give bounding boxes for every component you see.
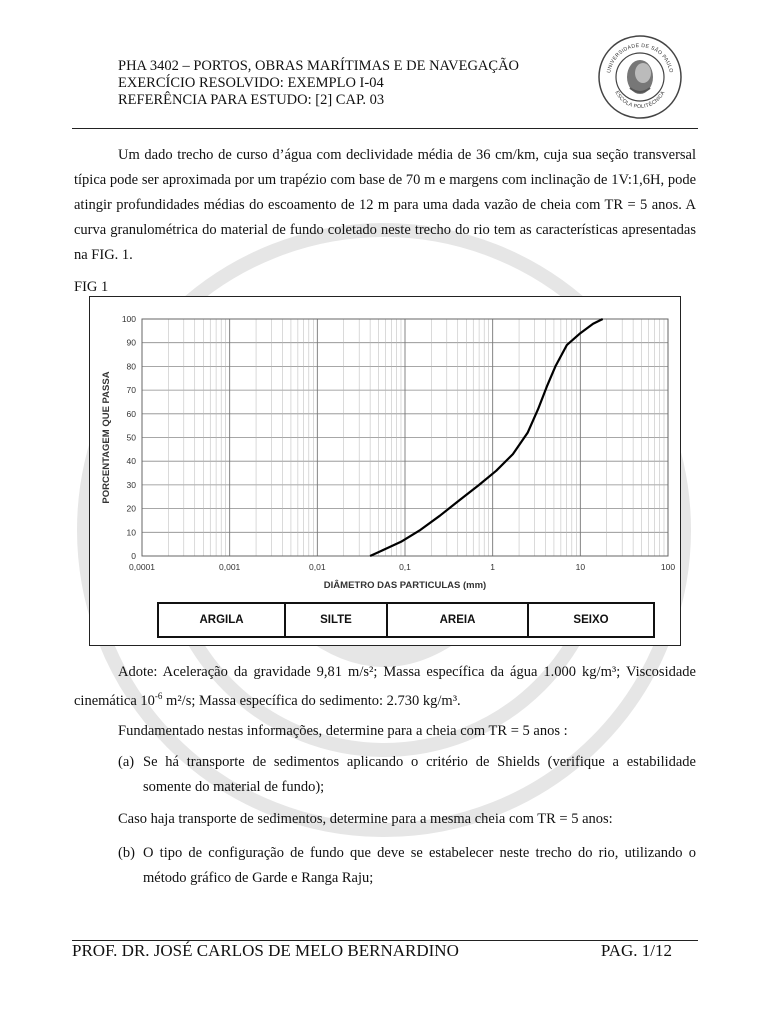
item-b-text: O tipo de configuração de fundo que deve se estabelecer neste trecho do rio, utilizando o método gráfico de Garde e Ranga Raju; [143, 845, 696, 886]
fundamentado-text: Fundamentado nestas informações, determine para a cheia com TR = 5 anos : [118, 723, 568, 739]
y-tick-label: 0 [131, 551, 136, 561]
item-b [118, 841, 696, 891]
class-areia: AREIA [388, 604, 529, 636]
caso-text: Caso haja transporte de sedimentos, determine para a mesma cheia com TR = 5 anos: [118, 811, 613, 827]
item-a-text: Se há transporte de sedimentos aplicando o critério de Shields (verifique a estabilidade somente do material de fundo); [143, 754, 696, 795]
page-footer [72, 941, 672, 961]
item-a-label: (a) [118, 754, 135, 770]
class-seixo: SEIXO [573, 614, 609, 626]
x-tick-label: 1 [490, 562, 496, 572]
y-tick-label: 40 [126, 456, 136, 467]
x-tick-label: 0,001 [219, 562, 241, 572]
y-tick-label: 70 [126, 385, 136, 396]
soil-class-bar [157, 602, 655, 638]
x-tick-label: 10 [575, 562, 586, 572]
x-tick-label: 0,0001 [129, 562, 155, 572]
page-number: PAG. 1/12 [600, 941, 672, 960]
y-axis-label: PORCENTAGEM QUE PASSA [101, 371, 112, 504]
footer-author: PROF. DR. JOSÉ CARLOS DE MELO BERNARDINO [72, 941, 459, 960]
x-tick-label: 0,1 [399, 562, 411, 572]
y-tick-label: 10 [126, 527, 136, 538]
item-b-label: (b) [118, 845, 135, 861]
exercise-title: EXERCÍCIO RESOLVIDO: EXEMPLO I-04 [118, 75, 384, 91]
y-tick-label: 30 [126, 479, 136, 490]
course-title: PHA 3402 – PORTOS, OBRAS MARÍTIMAS E DE NAVEGAÇÃO [118, 58, 520, 74]
adote-line1: Adote: Aceleração da gravidade 9,81 m/s²; Massa específica da água 1.000 kg/m³; [118, 664, 621, 680]
y-tick-label: 90 [126, 337, 136, 348]
figure-label: FIG 1 [74, 279, 109, 295]
x-tick-label: 100 [660, 562, 676, 572]
logo-text-bottom: ESCOLA POLITÉCNICA [613, 90, 667, 111]
adote-line2b: m²/s; Massa específica do sedimento: 2.730 kg/m³. [162, 692, 461, 709]
chart-plot [90, 297, 680, 597]
university-logo [597, 34, 683, 120]
class-silte: SILTE [286, 604, 388, 636]
adote-line2a: Viscosidade cinemática 10 [74, 664, 696, 709]
y-tick-label: 50 [126, 432, 136, 443]
class-argila: ARGILA [159, 604, 286, 636]
document-header [118, 58, 588, 109]
logo-text-top: UNIVERSIDADE DE SÃO PAULO [606, 42, 674, 74]
intro-paragraph: Um dado trecho de curso d’água com declividade média de 36 cm/km, cuja sua seção transversal típica pode ser aproximada por um trapézio com base de 70 m e margens com inclinação de 1V:1,6H, pode atingir profundidades médias do escoamento de 12 m para uma dada vazão de cheia com TR = 5 anos. A curva granulométrica do material de fundo coletado neste trecho do rio tem as características apresentadas na FIG. 1. [74, 147, 696, 263]
granulometric-chart [89, 296, 681, 646]
y-tick-label: 20 [126, 503, 136, 514]
y-tick-label: 80 [126, 361, 136, 372]
y-tick-label: 60 [126, 408, 136, 419]
study-reference: REFERÊNCIA PARA ESTUDO: [2] CAP. 03 [118, 92, 385, 108]
item-a [118, 750, 696, 800]
x-tick-label: 0,01 [309, 562, 326, 572]
header-rule [72, 128, 698, 129]
adote-exponent: -6 [154, 691, 163, 701]
y-tick-label: 100 [121, 314, 136, 324]
adote-paragraph [74, 660, 696, 713]
x-axis-label: DIÂMETRO DAS PARTICULAS (mm) [323, 580, 487, 591]
